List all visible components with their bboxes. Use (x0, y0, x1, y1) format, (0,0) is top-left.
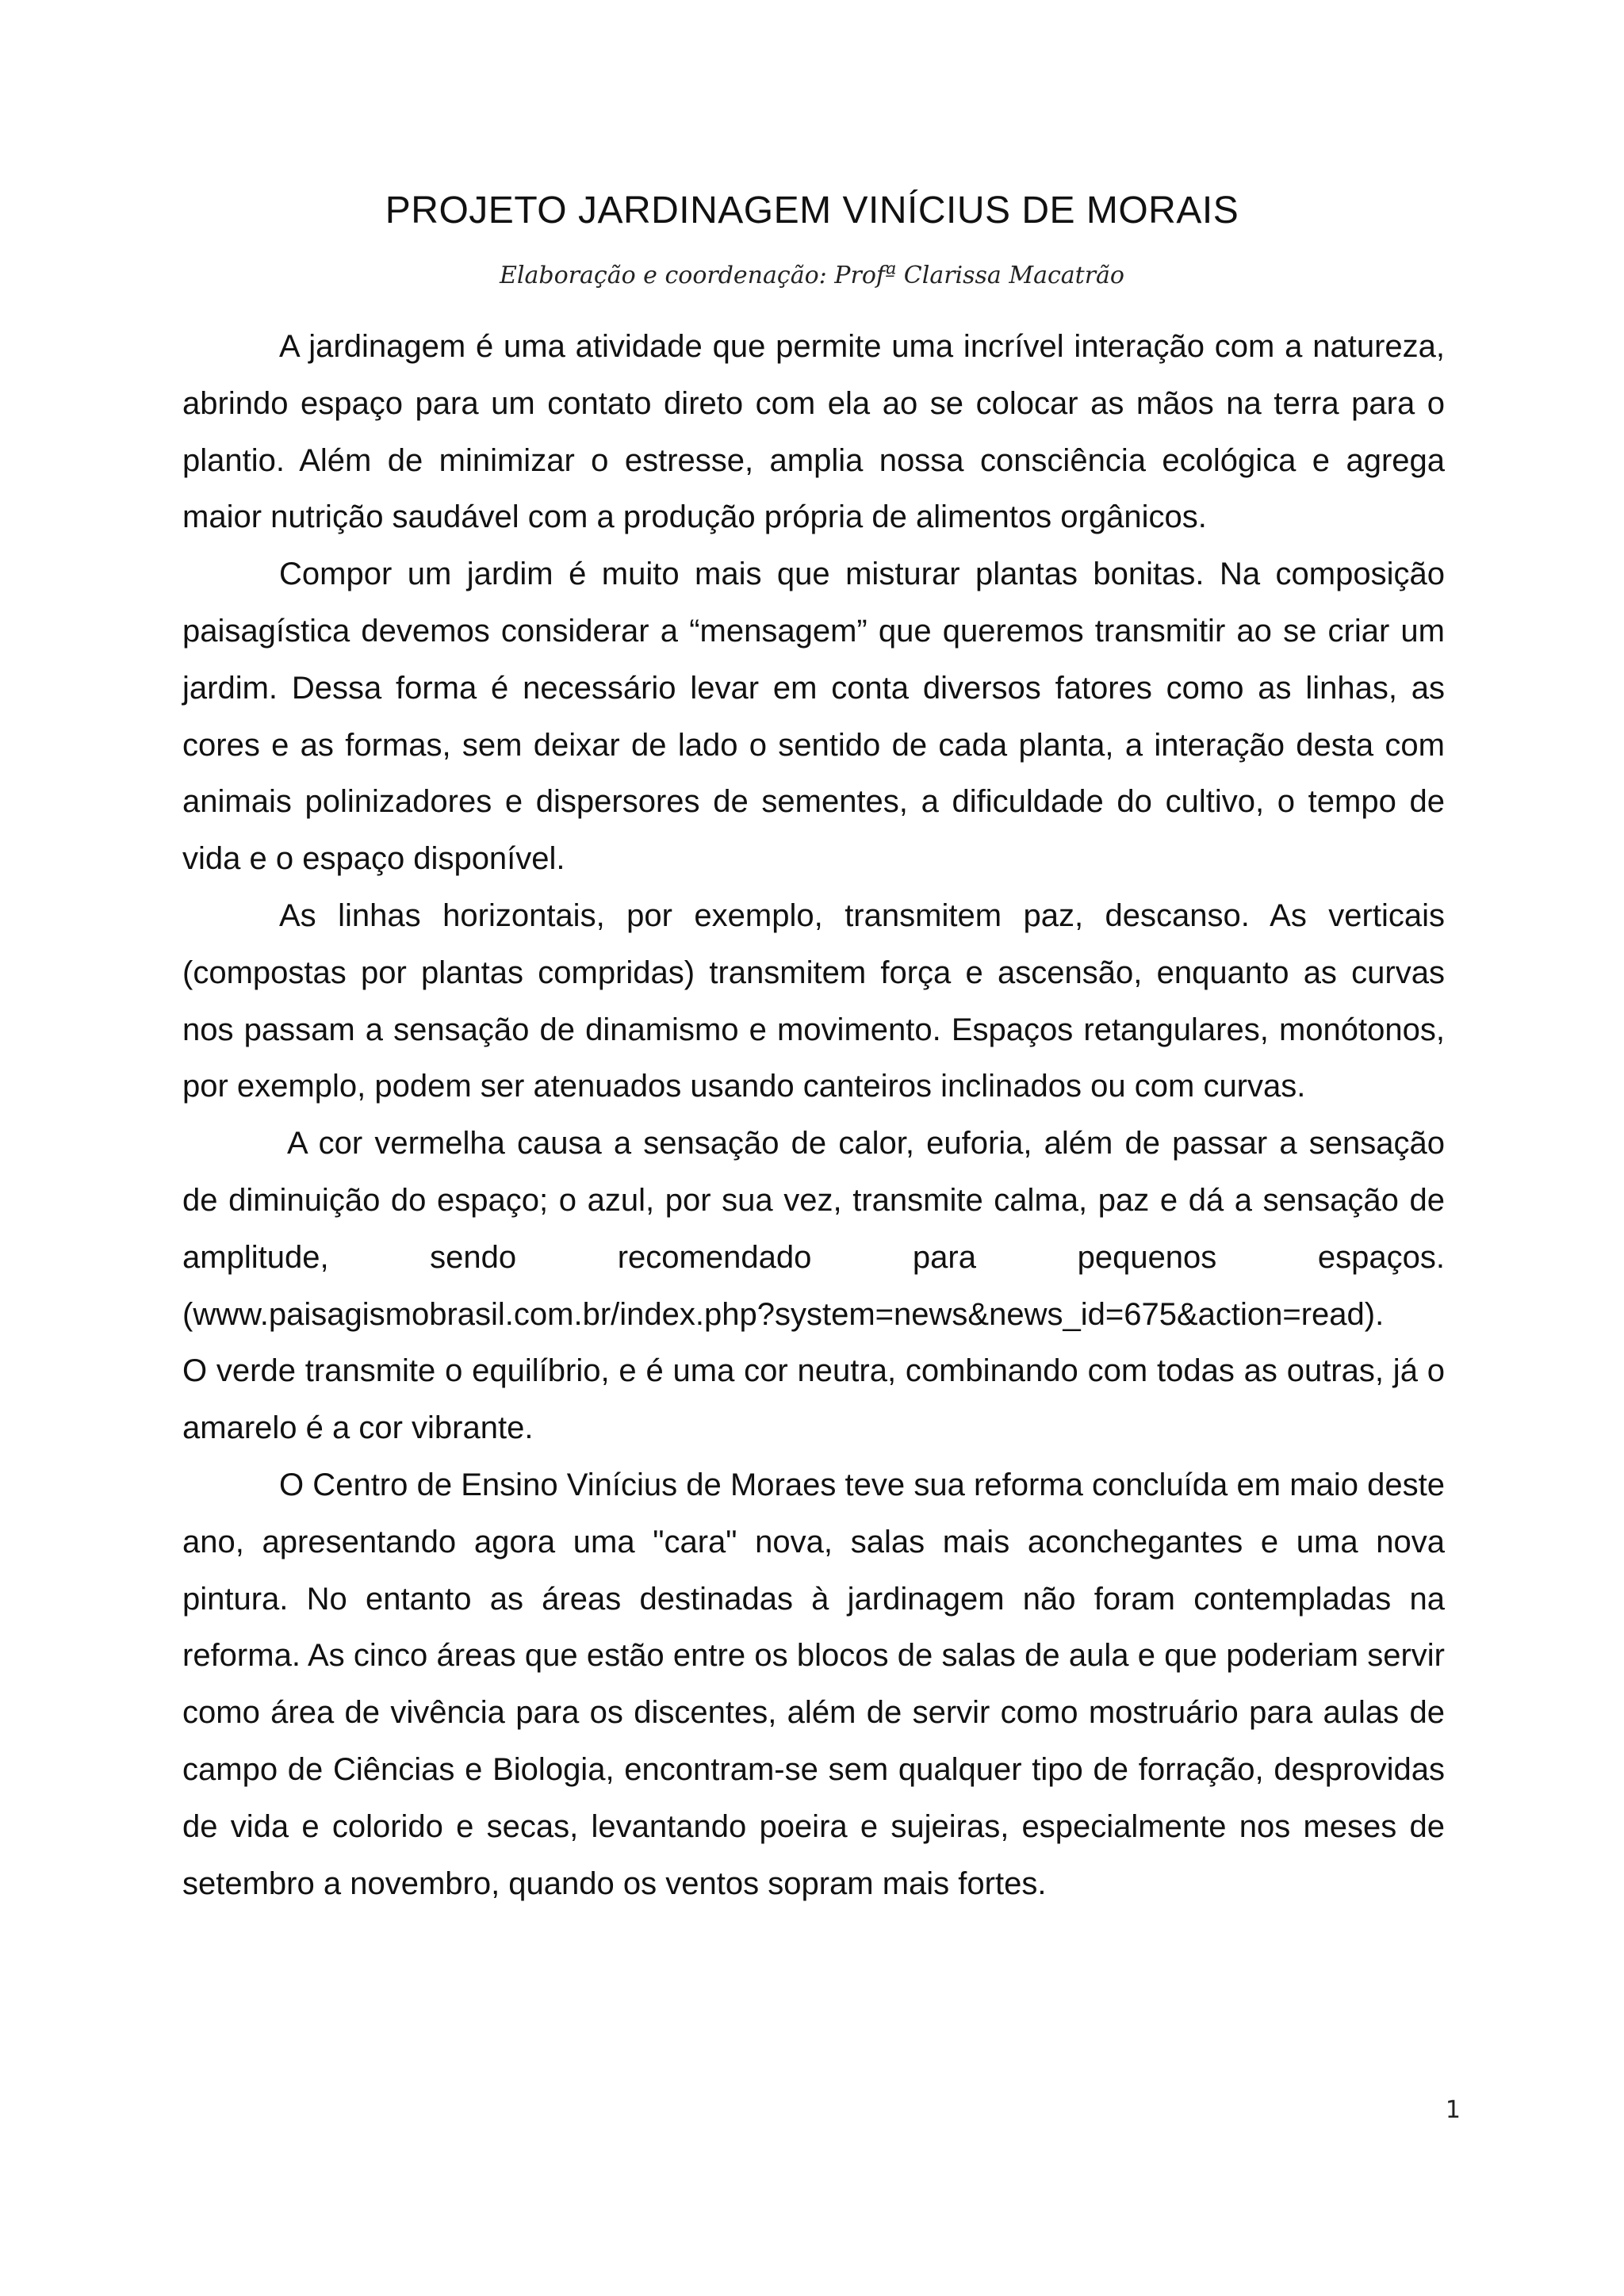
paragraph-lines: As linhas horizontais, por exemplo, transmitem paz, descanso. As verticais (compostas por plantas compridas) transmitem força e ascensão, enquanto as curvas nos passam a sensação de dinamismo e movimento. Espaços retangulares, monótonos, por exemplo, podem ser atenuados usando canteiros inclinados ou com curvas. (182, 897, 1445, 1104)
paragraph-intro: A jardinagem é uma atividade que permite uma incrível interação com a natureza, abrindo espaço para um contato direto com ela ao se colocar as mãos na terra para o plantio. Além de minimizar o estresse, amplia nossa consciência ecológica e agrega maior nutrição saudável com a produção própria de alimentos orgânicos. (182, 329, 1445, 535)
paragraph-colors: A cor vermelha causa a sensação de calor, euforia, além de passar a sensação de diminuição do espaço; o azul, por sua vez, transmite calma, paz e dá a sensação de amplitude, sendo recomendado para pequenos espaços. (www.paisagismobrasil.com.br/index.php?system=news&news_id=675&action=read). (182, 1126, 1445, 1332)
paragraph-green-yellow: O verde transmite o equilíbrio, e é uma cor neutra, combinando com todas as outras, já o amarelo é a cor vibrante. (182, 1353, 1445, 1446)
paragraph-garden-composition: Compor um jardim é muito mais que misturar plantas bonitas. Na composição paisagística devemos considerar a “mensagem” que queremos transmitir ao se criar um jardim. Dessa forma é necessário levar em conta diversos fatores como as linhas, as cores e as formas, sem deixar de lado o sentido de cada planta, a interação desta com animais polinizadores e dispersores de sementes, a dificuldade do cultivo, o tempo de vida e o espaço disponível. (182, 557, 1445, 877)
paragraph-school-reform: O Centro de Ensino Vinícius de Moraes teve sua reforma concluída em maio deste ano, apresentando agora uma "cara" nova, salas mais aconchegantes e uma nova pintura. No entanto as áreas destinadas à jardinagem não foram contempladas na reforma. As cinco áreas que estão entre os blocos de salas de aula e que poderiam servir como área de vivência para os discentes, além de servir como mostruário para aulas de campo de Ciências e Biologia, encontram-se sem qualquer tipo de forração, desprovidas de vida e colorido e secas, levantando poeira e sujeiras, especialmente nos meses de setembro a novembro, quando os ventos sopram mais fortes. (182, 1467, 1445, 1901)
author-credit: Elaboração e coordenação: Profª Clarissa Macatrão (500, 262, 1124, 289)
page-title: PROJETO JARDINAGEM VINÍCIUS DE MORAIS (385, 189, 1239, 232)
body-text (182, 319, 1445, 1912)
page-number: 1 (1445, 2096, 1461, 2124)
